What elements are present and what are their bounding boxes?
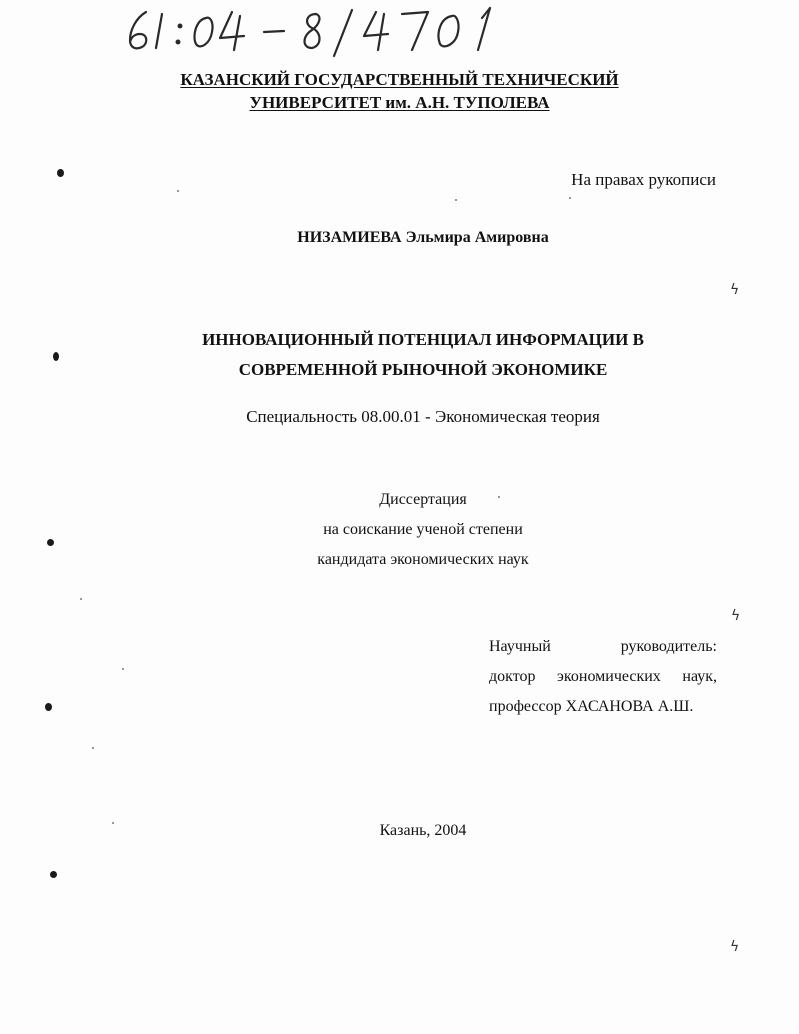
advisor-degree-line: [489, 662, 717, 692]
scan-squiggle: ϟ: [730, 939, 740, 955]
dissertation-line-2: на соискание ученой степени: [323, 521, 523, 538]
dissertation-block: [0, 485, 799, 575]
author-name: НИЗАМИЕВА Эльмира Амировна: [297, 229, 549, 246]
binding-mark-3: [47, 539, 54, 546]
scan-speck: [80, 598, 82, 600]
scan-squiggle: ϟ: [731, 608, 741, 624]
advisor-label-line: [489, 632, 717, 662]
scan-speck: [498, 496, 500, 498]
university-line-2: УНИВЕРСИТЕТ им. А.Н. ТУПОЛЕВА: [249, 93, 550, 112]
title-line-1: ИННОВАЦИОННЫЙ ПОТЕНЦИАЛ ИНФОРМАЦИИ В: [202, 330, 644, 349]
dissertation-line-3: кандидата экономических наук: [317, 551, 529, 568]
advisor-degree-word-2: экономических: [557, 668, 661, 685]
handwriting-strokes: [122, 4, 522, 62]
scan-speck: [177, 190, 179, 192]
dissertation-line-1: Диссертация: [379, 491, 467, 508]
advisor-degree-word-1: доктор: [489, 668, 536, 685]
rights-note: На правах рукописи: [571, 170, 716, 189]
university-name: [0, 68, 799, 114]
title-line-2: СОВРЕМЕННОЙ РЫНОЧНОЙ ЭКОНОМИКЕ: [238, 360, 608, 379]
advisor-name-line: профессор ХАСАНОВА А.Ш.: [489, 698, 694, 715]
binding-mark-1: [57, 169, 64, 177]
scan-speck: [569, 197, 571, 199]
binding-mark-4: [45, 703, 52, 711]
scan-squiggle: ϟ: [730, 282, 740, 298]
university-line-1: КАЗАНСКИЙ ГОСУДАРСТВЕННЫЙ ТЕХНИЧЕСКИЙ: [180, 70, 619, 89]
advisor-degree-word-3: наук,: [682, 668, 717, 685]
scan-speck: [122, 668, 124, 670]
specialty-line: Специальность 08.00.01 - Экономическая теория: [246, 407, 600, 426]
advisor-label-word-1: Научный: [489, 638, 551, 655]
scan-speck: [455, 199, 457, 201]
advisor-label-word-2: руководитель:: [620, 638, 717, 655]
binding-mark-2: [53, 352, 59, 361]
scientific-advisor-block: [489, 632, 717, 722]
city-year: Казань, 2004: [379, 822, 467, 839]
binding-mark-5: [50, 871, 57, 878]
scan-speck: [112, 822, 114, 824]
dissertation-title: [0, 325, 799, 385]
scan-speck: [92, 747, 94, 749]
handwritten-catalog-number: [122, 4, 522, 62]
